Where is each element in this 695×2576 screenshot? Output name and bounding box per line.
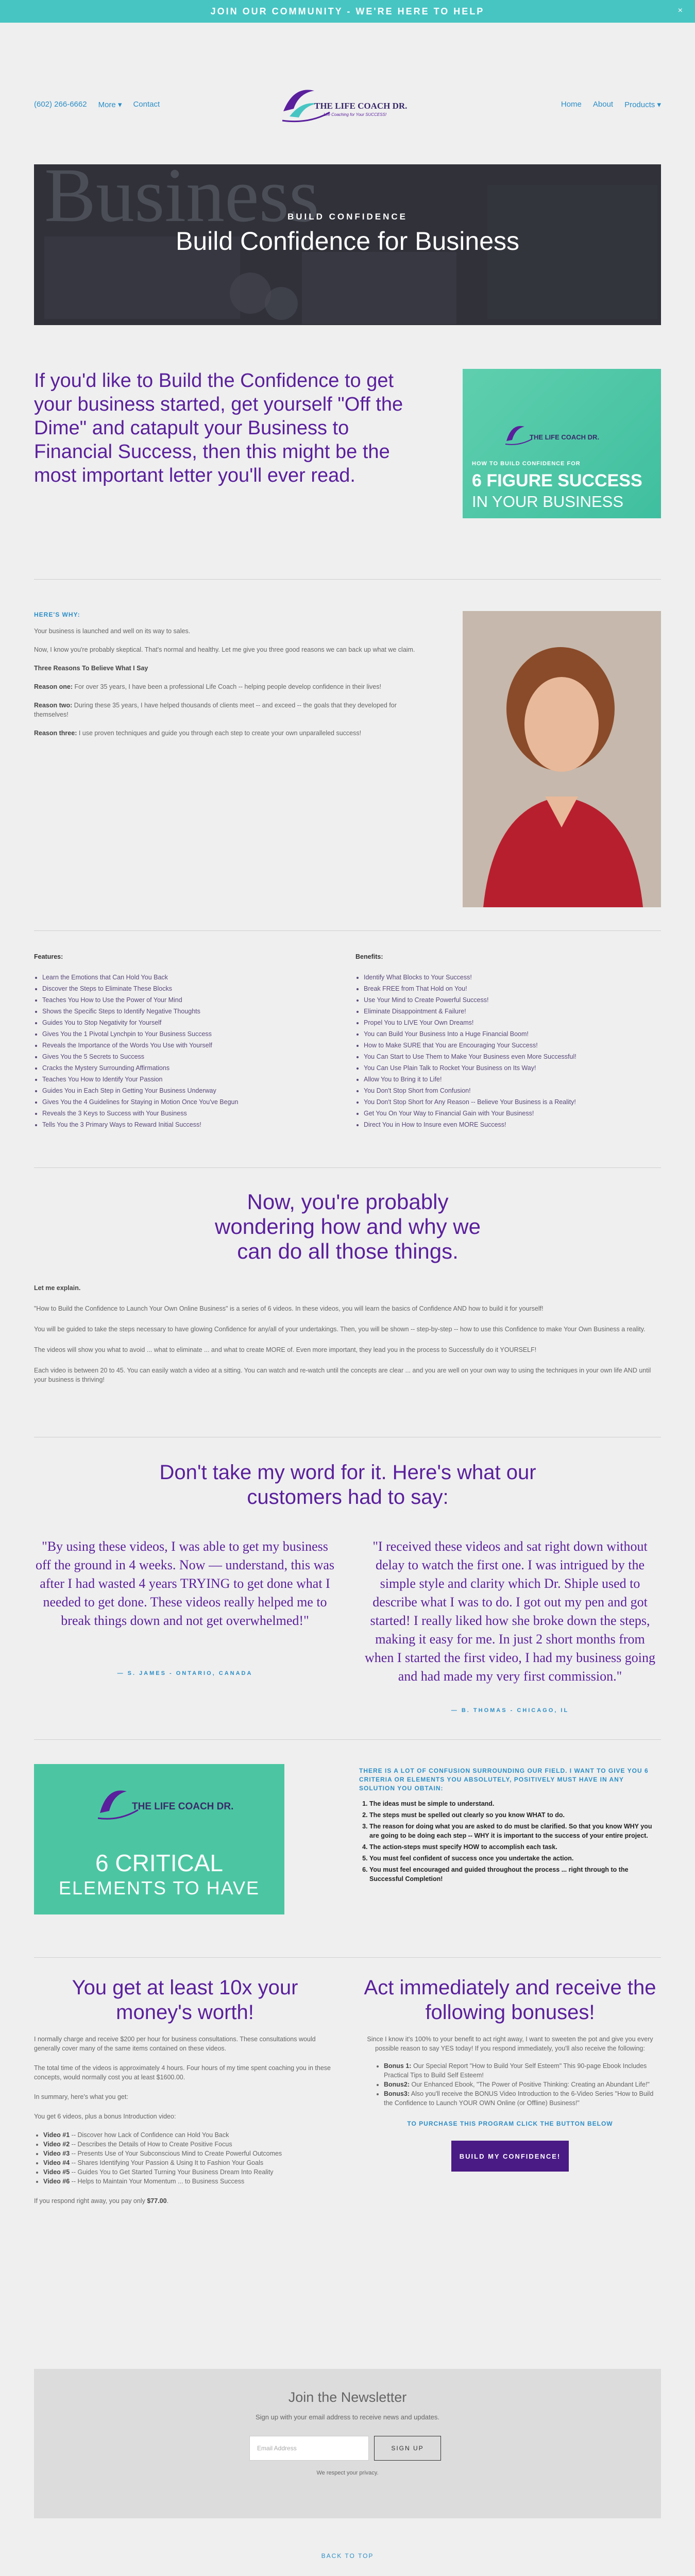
critical-heading: THERE IS A LOT OF CONFUSION SURROUNDING OUR FIELD. I WANT TO GIVE YOU 6 CRITERIA OR ELEMENTS YOU ABSOLUTELY, POSITIVELY MUST HAVE IN ANY SOLUTION YOU OBTAIN: (359, 1767, 649, 1792)
video-item-label: Video #5 (43, 2168, 70, 2176)
logo-text: THE LIFE COACH DR. (314, 101, 408, 111)
bonus-item (384, 2061, 661, 2080)
video-item (43, 2158, 336, 2167)
site-logo[interactable] (278, 80, 417, 127)
benefit-item: • You Can Start to Use Them to Make Your Business even More Successful! (364, 1051, 661, 1062)
bonus-list (375, 2061, 661, 2108)
bonus-title: Act immediately and receive the following bonuses! (364, 1976, 656, 2024)
header-right-nav (561, 100, 661, 109)
crit-card-logo-text: THE LIFE COACH DR. (132, 1801, 234, 1812)
why-p2: Now, I know you're probably skeptical. That's normal and healthy. Let me give you three good reasons we can back up what we claim. (34, 646, 415, 653)
price-end: . (166, 2197, 169, 2205)
feature-item: • Guides You in Each Step in Getting Your Business Underway (42, 1085, 323, 1096)
benefit-item: • Propel You to LIVE Your Own Dreams! (364, 1017, 661, 1028)
video-item-text: -- Helps to Maintain Your Momentum ... to Business Success (70, 2178, 245, 2185)
close-icon[interactable]: × (677, 6, 683, 15)
explain-p1: "How to Build the Confidence to Launch Your Own Online Business" is a series of 6 videos. In these videos, you will learn the basics of Confidence AND how to build it for yourself! (34, 1305, 544, 1312)
reason-one-text: For over 35 years, I have been a professional Life Coach -- helping people develop confidence in their lives! (73, 683, 381, 690)
crit-card-line1: 6 CRITICAL (95, 1850, 223, 1876)
video-item-label: Video #6 (43, 2178, 70, 2185)
card-logo-text: THE LIFE COACH DR. (530, 433, 600, 441)
chevron-down-icon: ▾ (117, 100, 122, 109)
explain-p3: The videos will show you what to avoid ... what to eliminate ... and what to create MORE of. Even more important, they lead you in the process to Successfully do it YOURSELF! (34, 1346, 537, 1353)
coach-portrait-photo (463, 611, 661, 907)
feature-item: • Reveals the Importance of the Words You Use with Yourself (42, 1040, 323, 1051)
banner-label: BUILD CONFIDENCE (287, 212, 408, 222)
price-line (34, 2196, 336, 2206)
explain-p4: Each video is between 20 to 45. You can easily watch a video at a sitting. You can watch and re-watch until the concepts are clear ... and you are well on your own way to using the techniques in your own life AND until your business is thriving! (34, 1367, 651, 1383)
benefits-list (355, 972, 661, 1130)
benefit-item: • You Don't Stop Short for Any Reason -- Believe Your Business is a Reality! (364, 1096, 661, 1108)
portrait-graphic (463, 611, 661, 907)
video-item-label: Video #1 (43, 2131, 70, 2139)
video-item (43, 2149, 336, 2158)
bonus-item (384, 2089, 661, 2108)
feature-item: • Discover the Steps to Eliminate These Blocks (42, 983, 323, 994)
testimonial-quote-2: "I received these videos and sat right down without delay to watch the first one. I was intrigued by the simple style and clarity which Dr. Shiple used to describe what I was to do. I got out my pen and got started! I really liked how she broke down the steps, making it easy for me. In just 2 short months from when I started the first video, I had my business going and had made my very first commission." (365, 1539, 655, 1684)
feature-item: • Gives You the 1 Pivotal Lynchpin to Your Business Success (42, 1028, 323, 1040)
divider (34, 579, 661, 580)
hero-banner (34, 164, 661, 325)
banner-title: Build Confidence for Business (175, 227, 520, 256)
benefit-item: • Break FREE from That Hold on You! (364, 983, 661, 994)
divider (34, 1739, 661, 1740)
testimonials-title: Don't take my word for it. Here's what our customers had to say: (159, 1461, 536, 1509)
back-to-top-link[interactable]: BACK TO TOP (321, 2552, 374, 2560)
card-sub-text: IN YOUR BUSINESS (472, 493, 624, 511)
video-item-text: -- Shares Identifying Your Passion & Using It to Fashion Your Goals (70, 2159, 264, 2166)
reason-one-label: Reason one: (34, 683, 73, 690)
features-list (34, 972, 323, 1130)
benefit-item: • You can Build Your Business Into a Huge Financial Boom! (364, 1028, 661, 1040)
bonus-section (359, 2035, 661, 2172)
chevron-down-icon: ▾ (657, 100, 661, 109)
logo-tagline: Life Coaching for Your SUCCESS! (324, 112, 387, 117)
worth-p2: The total time of the videos is approximately 4 hours. Four hours of my time spent coaching you in these concepts, would normally cost you at least $1600.00. (34, 2064, 331, 2081)
benefit-item: • Direct You in How to Insure even MORE Success! (364, 1119, 661, 1130)
bonus-item (384, 2080, 661, 2089)
critical-item: 2. The steps must be spelled out clearly so you know WHAT to do. (369, 1810, 661, 1820)
explain-label: Let me explain. (34, 1284, 81, 1292)
announcement-text[interactable]: JOIN OUR COMMUNITY - WE'RE HERE TO HELP (210, 6, 485, 16)
critical-elements-card-image (34, 1764, 284, 1914)
price-text: If you respond right away, you pay only (34, 2197, 147, 2205)
video-item (43, 2130, 336, 2140)
why-section (34, 611, 426, 738)
wondering-title: Now, you're probably wondering how and why we can do all those things. (215, 1190, 481, 1263)
intro-lead: If you'd like to Build the Confidence to get your business started, get yourself "Off the Dime" and catapult your Business to Financial Success, then this might be the most important letter you'll ever read. (34, 370, 403, 486)
benefit-item: • You Don't Stop Short from Confusion! (364, 1085, 661, 1096)
benefit-item: • Get You On Your Way to Financial Gain with Your Business! (364, 1108, 661, 1119)
announcement-bar[interactable] (0, 0, 695, 23)
contact-link[interactable]: Contact (133, 100, 160, 109)
bonus-item-text: Our Special Report "How to Build Your Self Esteem" This 90-page Ebook Includes Practical Tips to Build Self Esteem! (384, 2062, 647, 2079)
feature-item: • Teaches You How to Identify Your Passion (42, 1074, 323, 1085)
newsletter-signup-button[interactable]: SIGN UP (374, 2436, 441, 2461)
bonus-item-label: Bonus 1: (384, 2062, 412, 2070)
reason-three-text: I use proven techniques and guide you through each step to create your own unparalleled success! (77, 730, 362, 737)
benefit-item: • Use Your Mind to Create Powerful Success! (364, 994, 661, 1006)
feature-item: • Tells You the 3 Primary Ways to Reward Initial Success! (42, 1119, 323, 1130)
critical-item: 6. You must feel encouraged and guided throughout the process ... right through to the Successful Completion! (369, 1865, 661, 1884)
videos-list (34, 2130, 336, 2186)
nav-about[interactable]: About (592, 100, 614, 109)
phone-link[interactable]: (602) 266-6662 (34, 100, 87, 109)
critical-item: 4. The action-steps must specify HOW to accomplish each task. (369, 1842, 661, 1852)
explain-p2: You will be guided to take the steps necessary to have glowing Confidence for any/all of your undertakings. Then, you will be shown -- step-by-step -- how to use this Confidence to make Your Own Business a reality. (34, 1326, 646, 1333)
video-item-text: -- Discover how Lack of Confidence can Hold You Back (70, 2131, 229, 2139)
feature-item: • Shows the Specific Steps to Identify Negative Thoughts (42, 1006, 323, 1017)
newsletter-email-input[interactable]: Email Address (249, 2436, 369, 2461)
video-item (43, 2140, 336, 2149)
explain-section (34, 1283, 661, 1384)
header-left-nav (34, 100, 160, 109)
benefits-title: Benefits: (355, 953, 383, 960)
bonus-intro: Since I know it's 100% to your benefit to act right away, I want to sweeten the pot and give you every possible reason to say YES today! If you respond immediately, you'll also receive the following: (367, 2036, 653, 2052)
feature-item: • Reveals the 3 Keys to Success with Your Business (42, 1108, 323, 1119)
newsletter-subtitle: Sign up with your email address to receive news and updates. (256, 2413, 439, 2421)
six-figure-card-image (463, 369, 661, 518)
features-column (34, 951, 323, 1130)
bonus-item-label: Bonus3: (384, 2090, 410, 2097)
benefits-column (355, 951, 661, 1130)
video-item (43, 2177, 336, 2186)
critical-item: 1. The ideas must be simple to understand. (369, 1799, 661, 1808)
feature-item: • Gives You the 5 Secrets to Success (42, 1051, 323, 1062)
video-item-label: Video #3 (43, 2150, 70, 2157)
testimonial-author-2: — B. THOMAS - CHICAGO, IL (451, 1707, 569, 1714)
reasons-title: Three Reasons To Believe What I Say (34, 665, 148, 672)
card-big-text: 6 FIGURE SUCCESS (472, 471, 642, 490)
reason-two (34, 701, 426, 719)
more-label: More (98, 100, 116, 109)
divider (34, 930, 661, 931)
reason-three-label: Reason three: (34, 730, 77, 737)
newsletter-privacy: We respect your privacy. (316, 2470, 379, 2476)
page-body (0, 23, 695, 2576)
newsletter-title: Join the Newsletter (288, 2389, 407, 2405)
benefit-item: • Eliminate Disappointment & Failure! (364, 1006, 661, 1017)
bonus-item-label: Bonus2: (384, 2081, 410, 2088)
worth-section (34, 2035, 336, 2206)
bonus-item-text: Also you'll receive the BONUS Video Introduction to the 6-Video Series "How to Build the Confidence to Launch YOUR OWN Online (or Offline) Business!" (384, 2090, 654, 2107)
benefit-item: • Allow You to Bring it to Life! (364, 1074, 661, 1085)
feature-item: • Cracks the Mystery Surrounding Affirmations (42, 1062, 323, 1074)
why-p1: Your business is launched and well on its way to sales. (34, 628, 191, 635)
worth-p1: I normally charge and receive $200 per hour for business consultations. These consultations would generally cover many of the same items contained on these videos. (34, 2036, 316, 2052)
worth-p3: In summary, here's what you get: (34, 2093, 128, 2100)
products-label: Products (624, 100, 655, 109)
features-title: Features: (34, 953, 63, 960)
bonus-item-text: Our Enhanced Ebook, "The Power of Positive Thinking: Creating an Abundant Life!" (410, 2081, 650, 2088)
video-item-text: -- Guides You to Get Started Turning Your Business Dream Into Reality (70, 2168, 274, 2176)
video-item-label: Video #4 (43, 2159, 70, 2166)
critical-list (359, 1799, 661, 1884)
critical-section (359, 1767, 661, 1886)
video-item-text: -- Presents Use of Your Subconscious Mind to Create Powerful Outcomes (70, 2150, 282, 2157)
video-item-label: Video #2 (43, 2141, 70, 2148)
more-menu[interactable] (98, 100, 122, 109)
nav-home[interactable]: Home (561, 100, 582, 109)
testimonial-author-1: — S. JAMES - ONTARIO, CANADA (117, 1670, 253, 1676)
why-heading: HERE'S WHY: (34, 611, 80, 618)
reason-one (34, 682, 426, 691)
feature-item: • Guides You to Stop Negativity for Yourself (42, 1017, 323, 1028)
crit-card-line2: ELEMENTS TO HAVE (58, 1877, 260, 1899)
divider (34, 1167, 661, 1168)
build-confidence-button[interactable]: BUILD MY CONFIDENCE! (451, 2141, 569, 2172)
benefit-item: • How to Make SURE that You are Encouraging Your Success! (364, 1040, 661, 1051)
worth-p4: You get 6 videos, plus a bonus Introduction video: (34, 2113, 176, 2120)
feature-item: • Learn the Emotions that Can Hold You Back (42, 972, 323, 983)
feature-item: • Gives You the 4 Guidelines for Staying in Motion Once You've Begun (42, 1096, 323, 1108)
critical-item: 5. You must feel confident of success once you undertake the action. (369, 1854, 661, 1863)
purchase-cta-text: TO PURCHASE THIS PROGRAM CLICK THE BUTTON BELOW (407, 2120, 613, 2127)
reason-two-text: During these 35 years, I have helped thousands of clients meet -- and exceed -- the goals that they developed for themselves! (34, 702, 397, 718)
video-item (43, 2167, 336, 2177)
divider (34, 1957, 661, 1958)
video-item-text: -- Describes the Details of How to Create Positive Focus (70, 2141, 232, 2148)
critical-item: 3. The reason for doing what you are asked to do must be clarified. So that you know WHY you are going to be doing each step -- WHY it is important to the success of your entire project. (369, 1822, 661, 1840)
reason-two-label: Reason two: (34, 702, 73, 709)
worth-title: You get at least 10x your money's worth! (72, 1976, 298, 2024)
card-small-text: HOW TO BUILD CONFIDENCE FOR (472, 461, 581, 467)
feature-item: • Teaches You How to Use the Power of Your Mind (42, 994, 323, 1006)
benefit-item: • You Can Use Plain Talk to Rocket Your Business on Its Way! (364, 1062, 661, 1074)
reason-three (34, 728, 426, 738)
price-value: $77.00 (147, 2197, 167, 2205)
benefit-item: • Identify What Blocks to Your Success! (364, 972, 661, 983)
testimonial-quote-1: "By using these videos, I was able to get my business off the ground in 4 weeks. Now — understand, this was after I had wasted 4 years TRYING to get done what I needed to get done. These videos really helped me to break things down and not get overwhelmed!" (35, 1539, 335, 1628)
newsletter-block (34, 2369, 661, 2518)
nav-products[interactable] (624, 100, 661, 109)
